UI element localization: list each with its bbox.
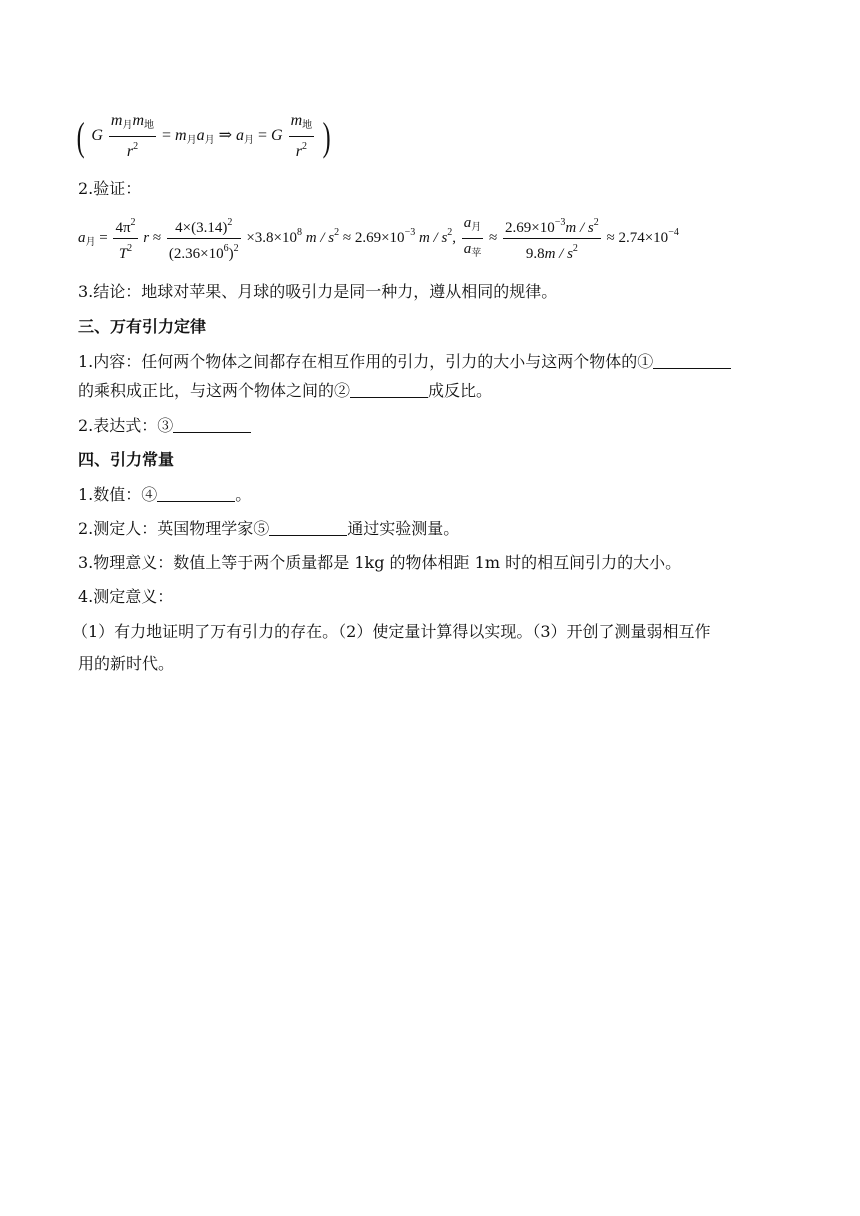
section4-significance-title: 4.测定意义： [78, 587, 174, 606]
section4-title: 四、引力常量 [78, 450, 175, 469]
section4-value: 1.数值：④ 。 [78, 485, 252, 504]
section4-meaning: 3.物理意义：数值上等于两个质量都是 1kg 的物体相距 1m 时的相互间引力的大小。 [78, 553, 682, 572]
conclusion-text: 3.结论：地球对苹果、月球的吸引力是同一种力，遵从相同的规律。 [78, 282, 558, 301]
fraction-mm-r2: $\frac{m_月m_地}{r^2}$ [110, 112, 155, 160]
blank-3[interactable] [173, 416, 251, 433]
implies-arrow: ⇒ [218, 127, 233, 145]
verify-formula: $a_月$ = $\frac{4\pi^2}{T^2}$ r ≈ $\frac{4\times(3.14)^2}{(2.36\times 10^6)^2}$ $\times 3.8\times 10^8$ $m / s^2 \approx 2.69\times 10^{-3}$ m / $s^2$, $\frac{a_月}{a_苹}$ ≈ $\frac{2.69\times 10^{-3}m / s^2}{9.8m / s^2}$ ≈ $2.74\times 10^{-4}$ [78, 215, 679, 262]
section3-content-line1: 1.内容：任何两个物体之间都存在相互作用的引力，引力的大小与这两个物体的① [78, 351, 731, 373]
section3-content-line2: 的乘积成正比，与这两个物体之间的② 成反比。 [78, 381, 493, 400]
blank-1[interactable] [653, 352, 731, 369]
left-paren: ( [76, 113, 85, 159]
gravity-formula: ( G $\frac{m_月m_地}{r^2}$ = $m_月a_月$ ⇒ $a_月 = G$ $\frac{m_地}{r^2}$ ) [76, 112, 331, 160]
equals: = [162, 127, 172, 145]
right-paren: ) [322, 113, 331, 159]
section3-title: 三、万有引力定律 [78, 317, 207, 336]
section3-expression: 2.表达式：③ [78, 415, 251, 437]
section4-significance-line1: （1）有力地证明了万有引力的存在。（2）使定量计算得以实现。（3）开创了测量弱相互作 [72, 622, 711, 641]
blank-4[interactable] [157, 485, 235, 502]
section4-measurer: 2.测定人：英国物理学家⑤ 通过实验测量。 [78, 519, 460, 538]
blank-5[interactable] [269, 519, 347, 536]
section4-significance-line2: 用的新时代。 [78, 654, 175, 673]
symbol-G: G [91, 127, 103, 145]
blank-2[interactable] [350, 381, 428, 398]
verify-label: 2.验证： [78, 179, 142, 198]
